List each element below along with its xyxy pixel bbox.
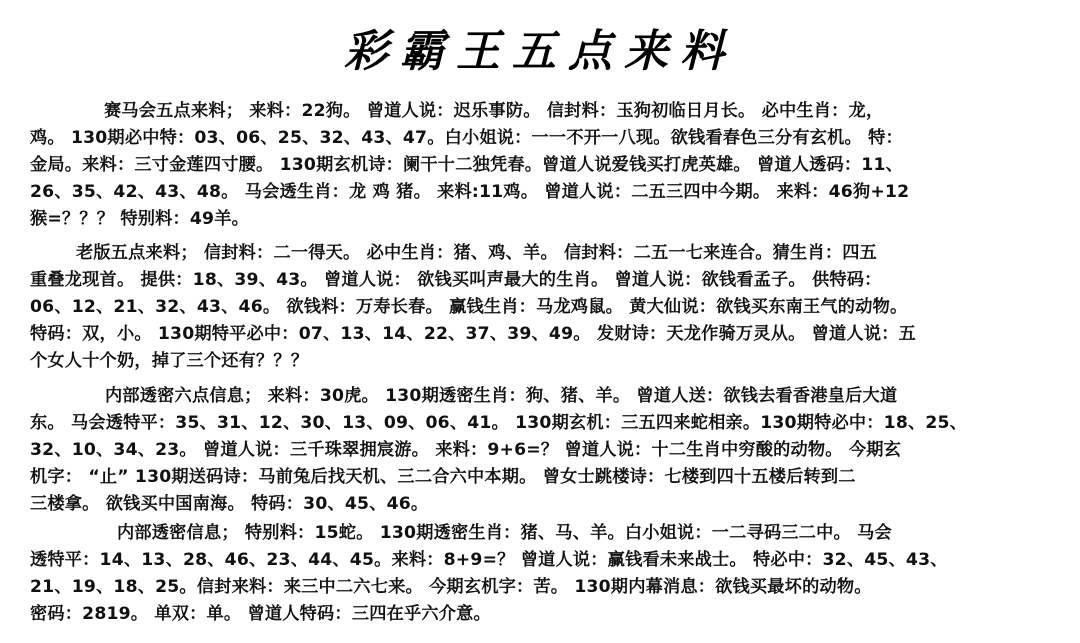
section-laoban (30, 240, 1040, 375)
text-line: 金局。来料：三寸金莲四寸腰。 130期玄机诗：阑干十二独凭春。曾道人说爱钱买打虎英雄。 曾道人透码：11、 (30, 155, 903, 175)
page-title: 彩霸王五点来料 (344, 26, 736, 77)
text-line: 内部透密信息； 特别料：15蛇。 130期透密生肖：猪、马、羊。白小姐说：一二寻码三二中。 马会 (117, 523, 892, 543)
text-line: 老版五点来料； 信封料：二一得天。 必中生肖：猪、鸡、羊。 信封料：二五一七来连合。猜生肖：四五 (76, 243, 877, 263)
text-line: 东。 马会透特平：35、31、12、30、13、09、06、41。 130期玄机：三五四来蛇相亲。130期特必中：18、25、 (30, 413, 968, 433)
text-line: 21、19、18、25。信封来料：来三中二六七来。 今期玄机字：苦。 130期内幕消息：欲钱买最坏的动物。 (30, 577, 872, 597)
text-line: 内部透密六点信息； 来料：30虎。 130期透密生肖：狗、猪、羊。 曾道人送：欲钱去看香港皇后大道 (105, 386, 898, 406)
section-saimahui (30, 98, 1040, 233)
text-line: 三楼拿。 欲钱买中国南海。 特码：30、45、46。 (30, 494, 429, 514)
text-line: 06、12、21、32、43、46。 欲钱料：万寿长春。 赢钱生肖：马龙鸡鼠。 黄大仙说：欲钱买东南王气的动物。 (30, 297, 908, 317)
section-neibu-six (30, 383, 1040, 518)
text-line: 赛马会五点来料； 来料：22狗。 曾道人说：迟乐事防。 信封料：玉狗初临日月长。 必中生肖：龙， (104, 101, 884, 121)
text-line: 透特平：14、13、28、46、23、44、45。来料：8+9=？ 曾道人说：赢钱看未来战士。 特必中：32、45、43、 (30, 550, 948, 570)
text-line: 鸡。 130期必中特：03、06、25、32、43、47。白小姐说：一一不开一八现。欲钱看春色三分有玄机。 特： (30, 128, 903, 148)
text-line: 26、35、42、43、48。 马会透生肖：龙 鸡 猪。 来料:11鸡。 曾道人说：二五三四中今期。 来料：46狗+12 (30, 182, 910, 202)
text-line: 机字： “止” 130期送码诗：马前兔后找天机、三二合六中本期。 曾女士跳楼诗：七楼到四十五楼后转到二 (30, 467, 856, 487)
text-line: 密码：2819。 单双：单。 曾道人特码：三四在乎六介意。 (30, 604, 491, 624)
text-line: 猴=？？？ 特别料：49羊。 (30, 209, 249, 229)
text-line: 32、10、34、23。 曾道人说：三千珠翠拥宸游。 来料：9+6=？ 曾道人说：十二生肖中穷酸的动物。 今期玄 (30, 440, 902, 460)
text-line: 特码：双，小。 130期特平必中：07、13、14、22、37、39、49。 发财诗：天龙作骑万灵从。 曾道人说：五 (30, 324, 916, 344)
text-line: 个女人十个奶，掉了三个还有？？？ (30, 351, 309, 371)
section-neibu (30, 520, 1040, 628)
text-line: 重叠龙现首。 提供：18、39、43。 曾道人说： 欲钱买叫声最大的生肖。 曾道人说：欲钱看孟子。 供特码： (30, 270, 882, 290)
